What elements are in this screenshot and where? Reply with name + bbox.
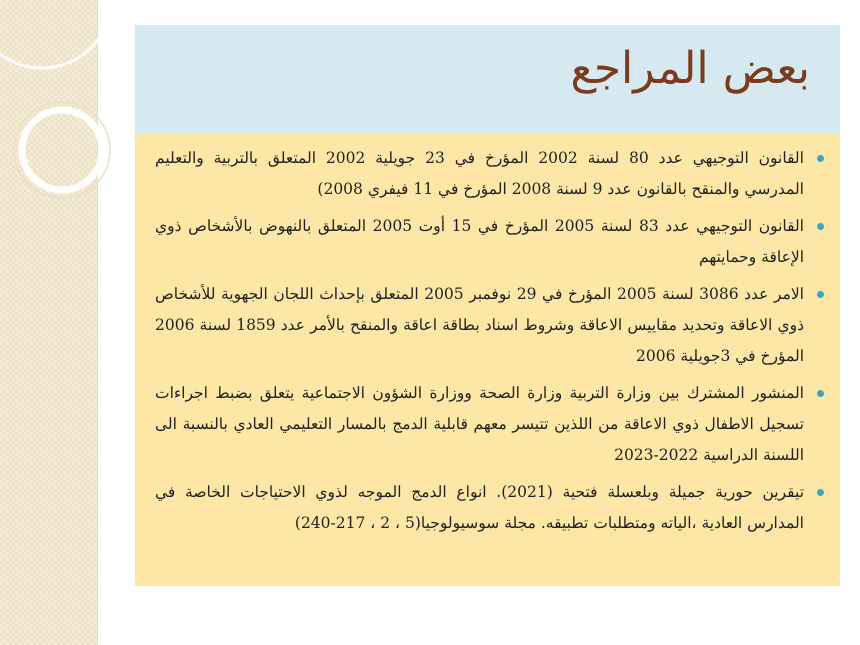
bullet-icon <box>817 489 824 496</box>
bullet-icon <box>817 291 824 298</box>
slide-title: بعض المراجع <box>570 43 810 94</box>
reference-item <box>155 378 826 471</box>
decorative-circles <box>0 0 130 260</box>
reference-text: الامر عدد 3086 لسنة 2005 المؤرخ في 29 نوفمبر 2005 المتعلق بإحداث اللجان الجهوية للأشخاص ذوي الاعاقة وتحديد مقاييس الاعاقة وشروط اسناد بطاقة اعاقة والمنقح بالأمر عدد 1859 لسنة 2006 المؤرخ في 3جويلية 2006 <box>155 285 804 365</box>
reference-item <box>155 477 826 539</box>
bullet-icon <box>817 390 824 397</box>
reference-text: تيقرين حورية جميلة وبلعسلة فتحية (2021). انواع الدمج الموجه لذوي الاحتياجات الخاصة في المدارس العادية ،الياته ومتطلبات تطبيقه. مجلة سوسيولوجيا(5 ، 2 ، 217-240) <box>155 483 805 532</box>
reference-text: القانون التوجيهي عدد 80 لسنة 2002 المؤرخ في 23 جويلية 2002 المتعلق بالتربية والتعليم المدرسي والمنقح بالقانون عدد 9 لسنة 2008 المؤرخ في 11 فيفري 2008) <box>155 149 804 198</box>
bullet-icon <box>817 223 824 230</box>
references-list <box>155 143 826 539</box>
title-band <box>135 25 840 133</box>
reference-text: القانون التوجيهي عدد 83 لسنة 2005 المؤرخ في 15 أوت 2005 المتعلق بالنهوض بالأشخاص ذوي الإعاقة وحمايتهم <box>155 217 804 266</box>
reference-text: المنشور المشترك بين وزارة التربية وزارة الصحة ووزارة الشؤون الاجتماعية يتعلق بضبط اجراءات تسجيل الاطفال ذوي الاعاقة من اللذين تتيسر معهم قابلية الدمج بالمسار التعليمي العادي بالنسبة الى اللسنة الدراسية 2022-2023 <box>155 384 804 464</box>
reference-item <box>155 211 826 273</box>
reference-item <box>155 279 826 372</box>
references-content <box>135 133 840 586</box>
bullet-icon <box>817 155 824 162</box>
reference-item <box>155 143 826 205</box>
